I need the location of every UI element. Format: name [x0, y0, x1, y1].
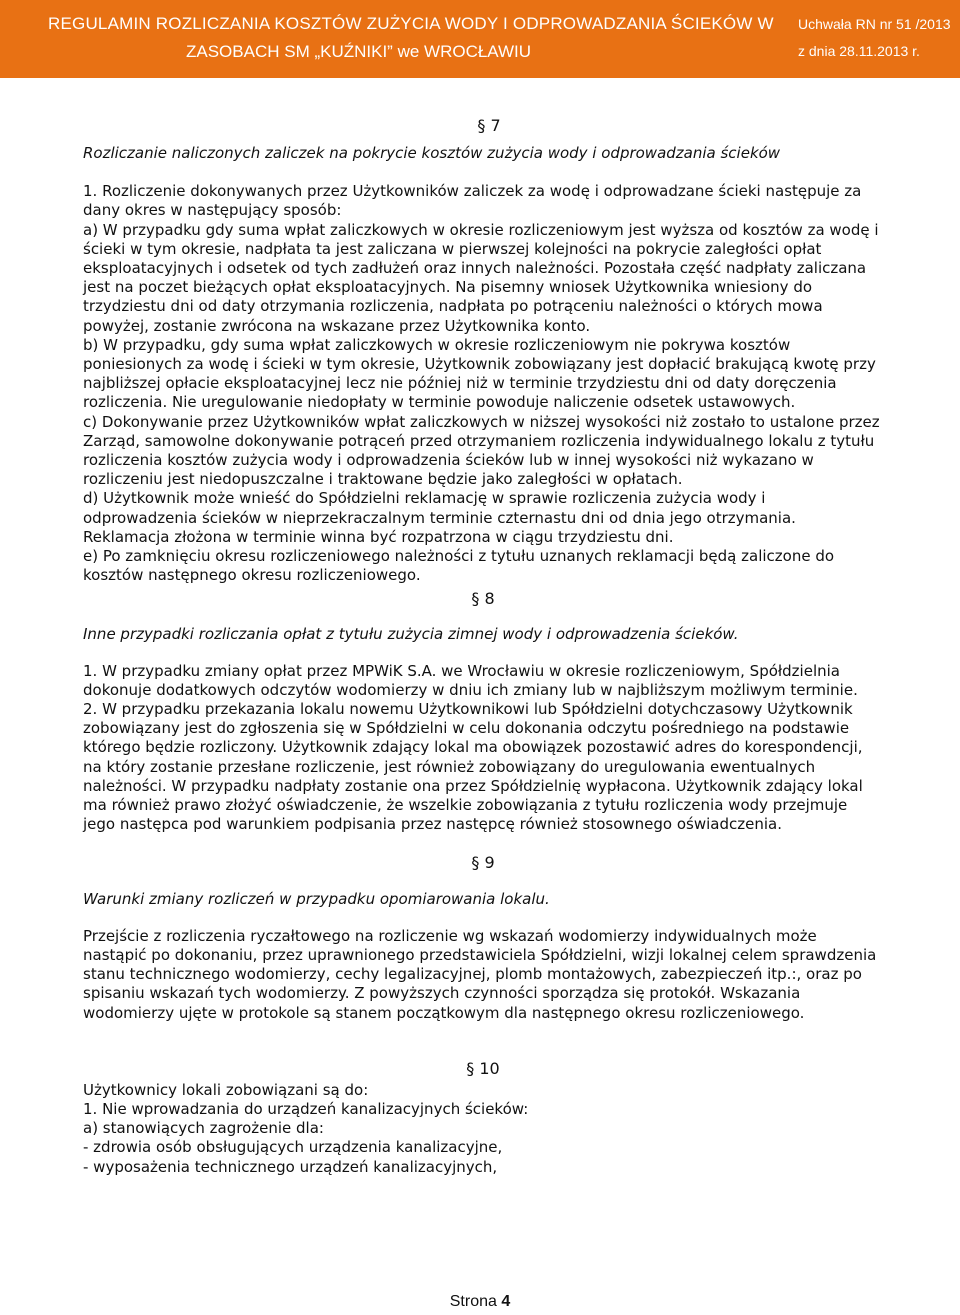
section-7-title: Rozliczanie naliczonych zaliczek na pokrycie kosztów zużycia wody i odprowadzania ścieków: [83, 144, 781, 162]
header-title-line1: REGULAMIN ROZLICZANIA KOSZTÓW ZUŻYCIA WODY I ODPROWADZANIA ŚCIEKÓW W: [48, 14, 774, 33]
section-8-title: Inne przypadki rozliczania opłat z tytułu zużycia zimnej wody i odprowadzenia ścieków.: [83, 625, 739, 644]
page-header: [0, 0, 960, 78]
section-10-heading: § 10: [466, 1058, 500, 1078]
header-resolution: Uchwała RN nr 51 /2013: [798, 16, 951, 32]
section-8-paragraph-1: 1. W przypadku zmiany opłat przez MPWiK S.A. we Wrocławiu w okresie rozliczeniowym, Spółdzielnia dokonuje dodatkowych odczytów wodomierzy w dniu ich zmiany lub w najbliższym możliwym terminie.: [83, 661, 858, 699]
section-10-line-2: 1. Nie wprowadzania do urządzeń kanalizacyjnych ścieków:: [83, 1099, 529, 1118]
section-7-heading: § 7: [477, 116, 501, 135]
section-7-item-a: a) W przypadku gdy suma wpłat zaliczkowych w okresie rozliczeniowym jest wyższa od kosztów za wodę i ścieki w tym okresie, nadpłata ta jest zaliczana w pierwszej kolejności na pokrycie zaległości opłat eksploatacyjnych i odsetek od tych zadłużeń oraz innych należności. Pozostała część nadpłaty zaliczana jest na poczet bieżących opłat eksploatacyjnych. Na pisemny wniosek Użytkownika wniesiony do trzydziestu dni od daty otrzymania rozliczenia, nadpłata po potrąceniu należności o których mowa powyżej, zostanie zwrócona na wskazane przez Użytkownika konto.: [83, 220, 879, 335]
section-9-paragraph-1: Przejście z rozliczenia ryczałtowego na rozliczenie wg wskazań wodomierzy indywidualnych może nastąpić po dokonaniu, przez uprawnionego przedstawiciela Spółdzielni, wizji lokalnej celem sprawdzenia stanu technicznego wodomierzy, cechy legalizacyjnej, plomb montażowych, zabezpieczeń itp.:, oraz po spisaniu wskazań tych wodomierzy. Z powyższych czynności sporządza się protokół. Wskazania wodomierzy ujęte w protokole są stanem początkowym dla następnego okresu rozliczeniowego.: [83, 926, 877, 1022]
section-10-line-3: a) stanowiących zagrożenie dla:: [83, 1119, 324, 1138]
section-10-line-4: - zdrowia osób obsługujących urządzenia kanalizacyjne,: [83, 1138, 503, 1157]
footer-label: Strona: [449, 1293, 497, 1310]
section-9-title: Warunki zmiany rozliczeń w przypadku opomiarowania lokalu.: [83, 889, 550, 908]
page-footer: [0, 1293, 960, 1311]
section-10-line-1: Użytkownicy lokali zobowiązani są do:: [83, 1080, 369, 1099]
section-8-paragraph-2: 2. W przypadku przekazania lokalu nowemu Użytkownikowi lub Spółdzielni dotychczasowy Użytkownik zobowiązany jest do zgłoszenia się w Spółdzielni w celu dokonania odczytu pośredniego na podstawie którego będzie rozliczony. Użytkownik zdający lokal ma obowiązek pozostawić adres do korespondencji, na który zostanie przesłane rozliczenie, jest również zobowiązany do uregulowania ewentualnych należności. W przypadku nadpłaty zostanie ona przez Spółdzielnię wypłacona. Użytkownik zdający lokal ma również prawo złożyć oświadczenie, że wszelkie zobowiązania z tytułu rozliczenia wody przejmuje jego następca pod warunkiem podpisania przez następcę również stosownego oświadczenia.: [83, 700, 863, 834]
header-date: z dnia 28.11.2013 r.: [798, 43, 920, 59]
section-7-item-c: c) Dokonywanie przez Użytkowników wpłat zaliczkowych w niższej wysokości niż zostało to ustalone przez Zarząd, samowolne dokonywanie potrąceń przed otrzymaniem rozliczenia indywidualnego lokalu z tytułu rozliczenia kosztów zużycia wody i odprowadzenia ścieków lub w innej wysokości niż wykazano w rozliczeniu jest niedopuszczalne i traktowane będzie jako zaległości w opłatach.: [83, 412, 880, 489]
section-7-item-b: b) W przypadku, gdy suma wpłat zaliczkowych w okresie rozliczeniowym nie pokrywa kosztów poniesionych za wodę i ścieki w tym okresie, Użytkownik zobowiązany jest dopłacić brakującą kwotę przy najbliższej opłacie eksploatacyjnej lecz nie później niż w terminie trzydziestu dni od daty doręczenia rozliczenia. Nie uregulowanie niedopłaty w terminie powoduje naliczenie odsetek ustawowych.: [83, 335, 876, 412]
section-7-paragraph-1: 1. Rozliczenie dokonywanych przez Użytkowników zaliczek za wodę i odprowadzane ścieki następuje za dany okres w następujący sposób:: [83, 182, 862, 220]
footer-page-number: 4: [501, 1293, 511, 1310]
section-7-item-d: d) Użytkownik może wnieść do Spółdzielni reklamację w sprawie rozliczenia zużycia wody i odprowadzenia ścieków w nieprzekraczalnym terminie czternastu dni od dnia jego otrzymania. Reklamacja złożona w terminie winna być rozpatrzona w ciągu trzydziestu dni.: [83, 489, 796, 546]
section-10-line-5: - wyposażenia technicznego urządzeń kanalizacyjnych,: [83, 1157, 498, 1176]
document-body: [83, 116, 883, 1177]
section-8-heading: § 8: [471, 589, 495, 609]
section-7-item-e: e) Po zamknięciu okresu rozliczeniowego należności z tytułu uznanych reklamacji będą zaliczone do kosztów następnego okresu rozliczeniowego.: [83, 547, 835, 585]
section-9-heading: § 9: [471, 852, 495, 872]
header-title-line2: ZASOBACH SM „KUŹNIKI” we WROCŁAWIU: [186, 42, 532, 61]
